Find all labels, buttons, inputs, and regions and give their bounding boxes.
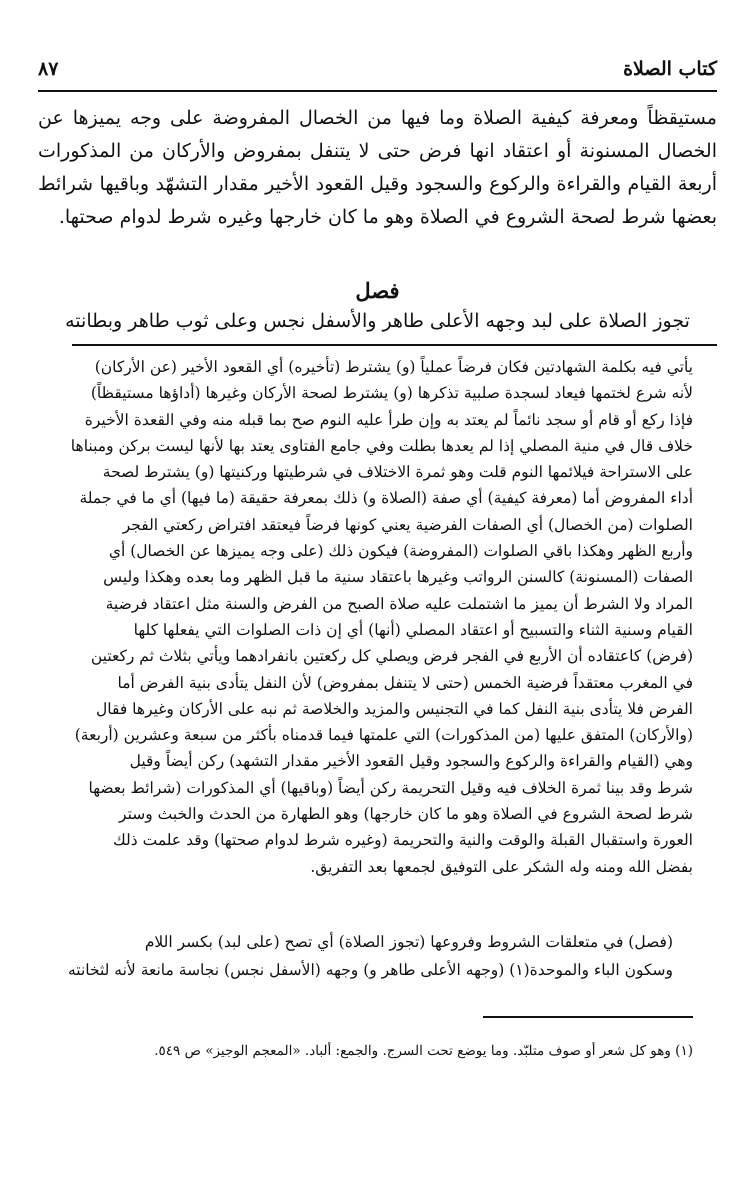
commentary-line: لأنه شرع لختمها فيعاد لسجدة صلبية تذكرها (و) يشترط لصحة الأركان وغيرها (أداؤها مستيقظاً) <box>90 384 693 403</box>
commentary-line: وسكون الباء والموحدة(١) (وجهه الأعلى طاهر و) وجهه (الأسفل نجس) نجاسة مانعة لأنه لثخانته <box>67 961 673 979</box>
footnote-divider <box>483 1016 693 1018</box>
commentary-line: العورة واستقبال القبلة والوقت والنية والتحريمة (وغيره شرط لدوام صحتها) وقد علمت ذلك <box>112 831 693 850</box>
commentary-line: يأتي فيه بكلمة الشهادتين فكان فرضاً عملياً (و) يشترط (تأخيره) أي القعود الأخير (عن الأركان) <box>94 358 693 376</box>
book-title: كتاب الصلاة <box>623 58 717 80</box>
commentary-line: (فرض) كاعتقاده أن الأربع في الفجر فرض ويصلي كل ركعتين بانفرادهما ويأتي بثلاث ثم ركعتين <box>90 647 693 666</box>
commentary-section <box>62 928 693 984</box>
footnote: (١) وهو كل شعر أو صوف متلبّد. وما يوضع تحت السرج. والجمع: ألباد. «المعجم الوجيز» ص ٥٤٩. <box>154 1043 693 1059</box>
main-text <box>38 102 717 234</box>
section-subtitle: تجوز الصلاة على لبد وجهه الأعلى طاهر والأسفل نجس وعلى ثوب طاهر وبطانته <box>65 310 690 332</box>
commentary-line: المراد ولا الشرط أن يميز ما اشتملت عليه صلاة الصبح من الفرض والسنة مثل اعتقاد فرضية <box>105 594 693 613</box>
page-number: ٨٧ <box>38 58 59 80</box>
commentary-line: (والأركان) المتفق عليها (من المذكورات) التي علمتها فيما قدمناه بأكثر من سبعة وعشرين (أربعة) <box>74 726 693 745</box>
commentary-line: خلاف قال في منية المصلي إذا لم يعدها بطلت وفي جامع الفتاوى يعتد بها لأنها ليست بركن ومبناها <box>70 436 693 455</box>
commentary-line: وأربع الظهر وهكذا باقي الصلوات (المفروضة) فيكون ذلك (على وجه يميزها عن الخصال) أي <box>108 542 693 561</box>
commentary-line: شرط لصحة الشروع في الصلاة وهو ما كان خارجها) وهو الطهارة من الحدث والخبث وستر <box>119 805 693 824</box>
commentary-line: شرط وقد بينا ثمرة الخلاف فيه وقيل التحريمة ركن أيضاً (وباقيها) أي المذكورات (شرائط بعضها <box>88 778 693 797</box>
header-divider <box>38 90 717 92</box>
commentary-line: القيام وسنية الثناء والتسبيح أو اعتقاد المصلي (أنها) أي إن ذات الصلوات التي يفعلها كلها <box>133 620 693 639</box>
commentary-line: بفضل الله ومنه وله الشكر على التوفيق لجمعها بعد التفريق. <box>310 857 693 876</box>
page-header <box>38 58 717 84</box>
commentary-line: أداء المفروض أما (معرفة كيفية) أي صفة (الصلاة و) ذلك بمعرفة حقيقة (ما فيها) أي ما في جملة <box>79 489 693 508</box>
commentary-line: الصفات (المسنونة) كالسنن الرواتب وغيرها باعتقاد سنية ما قبل الظهر وما بعده وهكذا وليس <box>103 568 693 587</box>
commentary-line: في المغرب معتقداً فرضية الخمس (حتى لا يتنفل بمفروض) لأن النفل يتأدى بنية الفرض أما <box>117 673 693 692</box>
section-title: فصل <box>355 278 400 303</box>
commentary-line: على الاستراحة فيلائمها النوم قلت وهو ثمرة الاختلاف في شرطيتها وركنيتها (و) يشترط لصحة <box>102 463 693 482</box>
text-commentary-divider <box>72 344 717 346</box>
commentary-line: (فصل) في متعلقات الشروط وفروعها (تجوز الصلاة) أي تصح (على لبد) بكسر اللام <box>144 933 673 951</box>
commentary-line: وهي (القيام والقراءة والركوع والسجود وقيل القعود الأخير مقدار التشهد) ركن أيضاً وقيل <box>129 752 693 771</box>
main-text-paragraph: مستيقظاً ومعرفة كيفية الصلاة وما فيها من الخصال المفروضة على وجه يميزها عن الخصال المسنونة أو اعتقاد انها فرض حتى لا يتنفل بمفروض والأركان من المذكورات أربعة القيام والقراءة والركوع والسجود وقيل القعود الأخير مقدار التشهّد وباقيها شرائط بعضها شرط لصحة الشروع في الصلاة وهو ما كان خارجها وغيره شرط لدوام صحتها. <box>38 107 717 228</box>
commentary-line: الفرض فلا يتأدى بنية النفل كما في التجنيس والمزيد والخلاصة ثم نبه على الأركان وغيرها فقال <box>96 699 693 718</box>
commentary-line: فإذا ركع أو قام أو سجد نائماً لم يعتد به وإن طرأ عليه النوم صح بما قبله منه وفي القعدة الأخيرة <box>84 410 693 429</box>
commentary <box>62 354 693 880</box>
commentary-line: الصلوات (من الخصال) أي الصفات الفرضية يعني كونها فرضاً فيعتقد افتراض ركعتي الفجر <box>122 515 693 534</box>
